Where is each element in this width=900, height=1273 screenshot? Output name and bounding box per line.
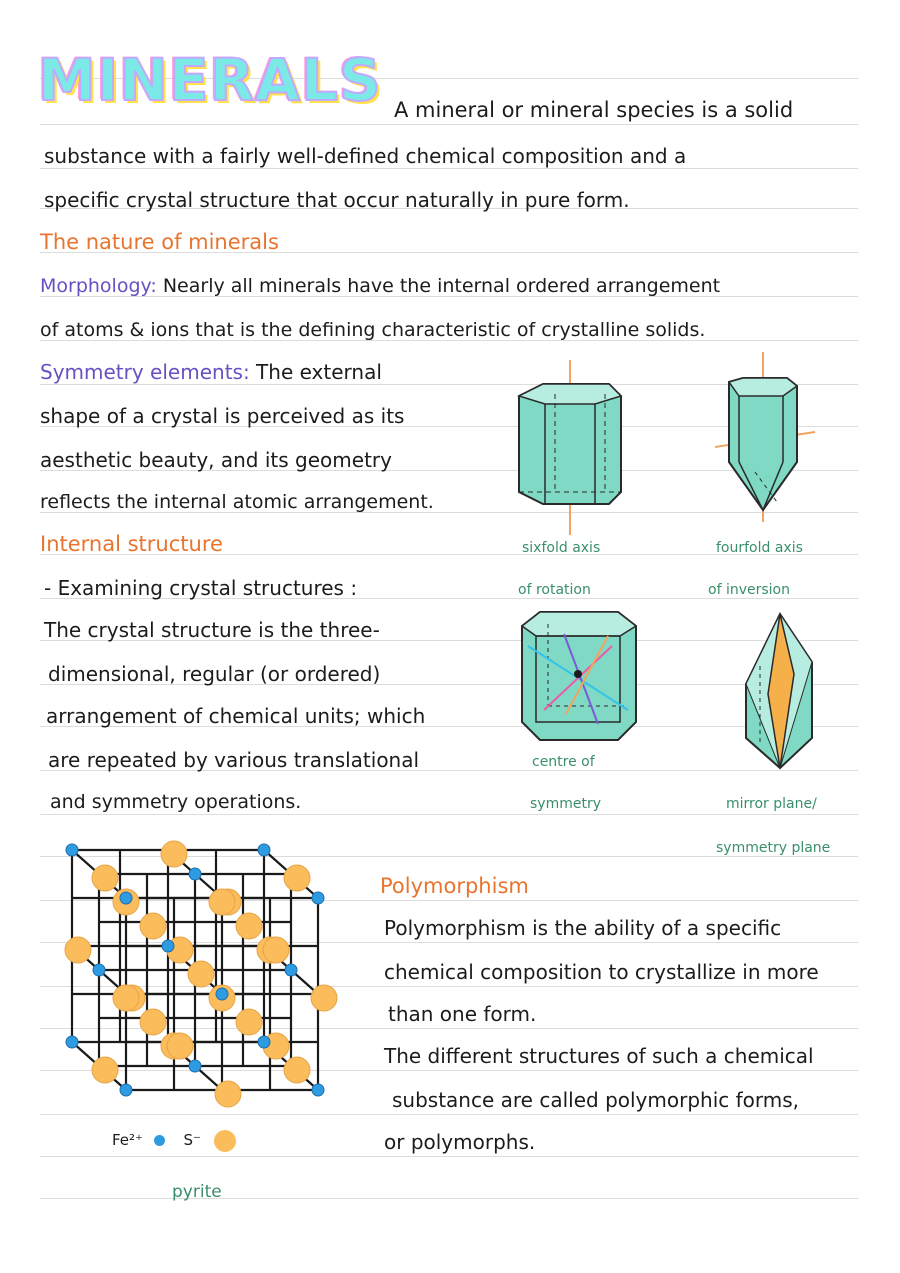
intro-line-2: substance with a fairly well-defined chemical composition and a [44,144,687,168]
polymorphism-line-5: substance are called polymorphic forms, [392,1088,800,1112]
polymorphism-line-4: The different structures of such a chemical [384,1044,814,1068]
intro-line-3: specific crystal structure that occur naturally in pure form. [44,188,630,212]
hexagonal-prism-figure [505,360,635,535]
s-ion [65,937,91,963]
fe-ion [189,868,201,880]
fe-label: Fe²⁺ [112,1131,143,1149]
label-centre-2: symmetry [530,796,601,812]
label-mirror-1: mirror plane/ [726,796,817,812]
polymorphism-heading: Polymorphism [380,874,529,898]
s-ion [92,1057,118,1083]
s-ion [311,985,337,1011]
fe-ion [312,892,324,904]
s-ion [161,841,187,867]
internal-heading: Internal structure [40,532,223,556]
polymorphism-line-3: than one form. [388,1002,537,1026]
s-ion [113,985,139,1011]
polymorphism-line-2: chemical composition to crystallize in more [384,960,819,984]
s-ion [92,865,118,891]
polymorphism-line-6: or polymorphs. [384,1130,536,1154]
s-ion [209,889,235,915]
fe-ion [216,988,228,1000]
symmetry-line-4: reflects the internal atomic arrangement. [40,491,434,513]
fe-ion [162,940,174,952]
symmetry-label: Symmetry elements: [40,360,250,384]
symmetry-line-3: aesthetic beauty, and its geometry [40,448,392,472]
morphology-text-1: Nearly all minerals have the internal ordered arrangement [162,275,721,297]
fe-ion [285,964,297,976]
pyrite-lattice-figure [58,832,358,1132]
tetragonal-crystal-figure [715,352,820,527]
s-ion-icon [214,1130,236,1152]
s-ion [167,1033,193,1059]
label-sixfold-2: of rotation [518,582,591,598]
morphology-line-1 [40,274,720,298]
morphology-label: Morphology: [40,275,157,297]
s-ion [236,913,262,939]
s-ion [188,961,214,987]
intro-line-1: A mineral or mineral species is a solid [394,98,794,122]
label-sixfold-1: sixfold axis [522,540,601,556]
fe-ion [93,964,105,976]
internal-line-6: and symmetry operations. [50,791,302,813]
s-ion [140,913,166,939]
s-ion [263,937,289,963]
label-mirror-2: symmetry plane [716,840,831,856]
internal-line-3: dimensional, regular (or ordered) [48,662,381,686]
pyrite-caption: pyrite [172,1182,222,1202]
s-ion [284,865,310,891]
symmetry-line-1 [40,360,382,384]
internal-line-5: are repeated by various translational [48,748,420,772]
internal-line-2: The crystal structure is the three- [44,618,380,642]
s-ion [215,1081,241,1107]
s-label: S⁻ [183,1131,201,1149]
internal-line-1: - Examining crystal structures : [44,576,358,600]
nature-heading: The nature of minerals [40,230,279,254]
morphology-line-2: of atoms & ions that is the defining characteristic of crystalline solids. [40,319,706,341]
cube-crystal-figure [508,606,648,748]
polymorphism-line-1: Polymorphism is the ability of a specific [384,916,782,940]
fe-ion [258,1036,270,1048]
symmetry-text-1: The external [256,360,382,384]
fe-ion [120,892,132,904]
s-ion [284,1057,310,1083]
fe-ion [66,844,78,856]
internal-line-4: arrangement of chemical units; which [46,704,426,728]
fe-ion [258,844,270,856]
fe-ion-icon [154,1135,165,1146]
fe-ion [189,1060,201,1072]
fe-ion [312,1084,324,1096]
page-title: MINERALS [38,46,382,114]
label-fourfold-2: of inversion [708,582,790,598]
label-centre-1: centre of [532,754,595,770]
s-ion [140,1009,166,1035]
fe-ion [120,1084,132,1096]
mirror-plane-crystal-figure [740,606,820,774]
s-ion [236,1009,262,1035]
symmetry-line-2: shape of a crystal is perceived as its [40,404,405,428]
pyrite-legend [112,1128,236,1152]
label-fourfold-1: fourfold axis [716,540,803,556]
fe-ion [66,1036,78,1048]
